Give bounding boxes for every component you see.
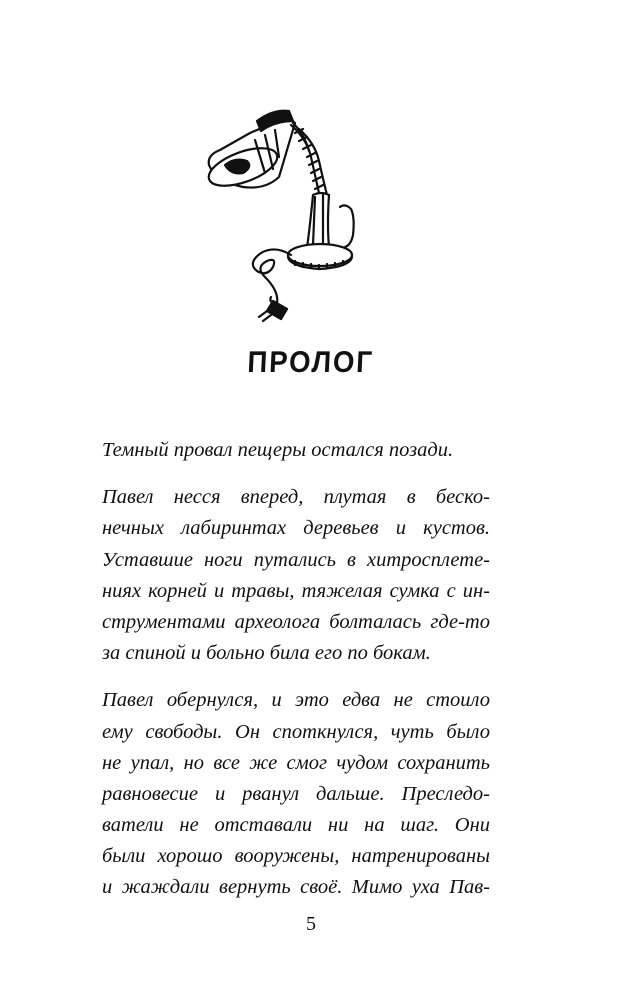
text-line: Темный провал пещеры остался позади. <box>102 439 454 461</box>
text-line: Павел обернулся, и это едва не стоило <box>102 689 490 712</box>
text-line: ватели не отставали ни на шаг. Они <box>102 814 490 837</box>
desk-lamp-icon <box>195 95 375 325</box>
text-line: за спиной и больно била его по бокам. <box>102 642 431 665</box>
text-line: ему свободы. Он споткнулся, чуть было <box>102 720 490 743</box>
text-line: были хорошо вооружены, натренированы <box>102 845 490 868</box>
paragraph <box>102 435 490 466</box>
page-number: 5 <box>306 913 316 935</box>
text-line: ниях корней и травы, тяжелая сумка с ин- <box>102 579 490 602</box>
text-line: равновесие и рванул дальше. Преследо- <box>102 782 490 805</box>
text-line: струментами археолога болталась где-то <box>102 610 490 633</box>
text-line: Уставшие ноги путались в хитросплете- <box>102 548 490 571</box>
chapter-title <box>0 343 622 380</box>
chapter-title-text: ПРОЛОГ <box>247 346 375 379</box>
text-line: Павел несся вперед, плутая в беско- <box>102 486 490 509</box>
text-line: и жаждали вернуть своё. Мимо уха Пав- <box>102 876 490 899</box>
text-line: нечных лабиринтах деревьев и кустов. <box>102 517 490 540</box>
paragraph <box>102 482 490 669</box>
body-text <box>102 435 490 904</box>
paragraph <box>102 685 490 903</box>
text-line: не упал, но все же смог чудом сохранить <box>102 751 490 774</box>
